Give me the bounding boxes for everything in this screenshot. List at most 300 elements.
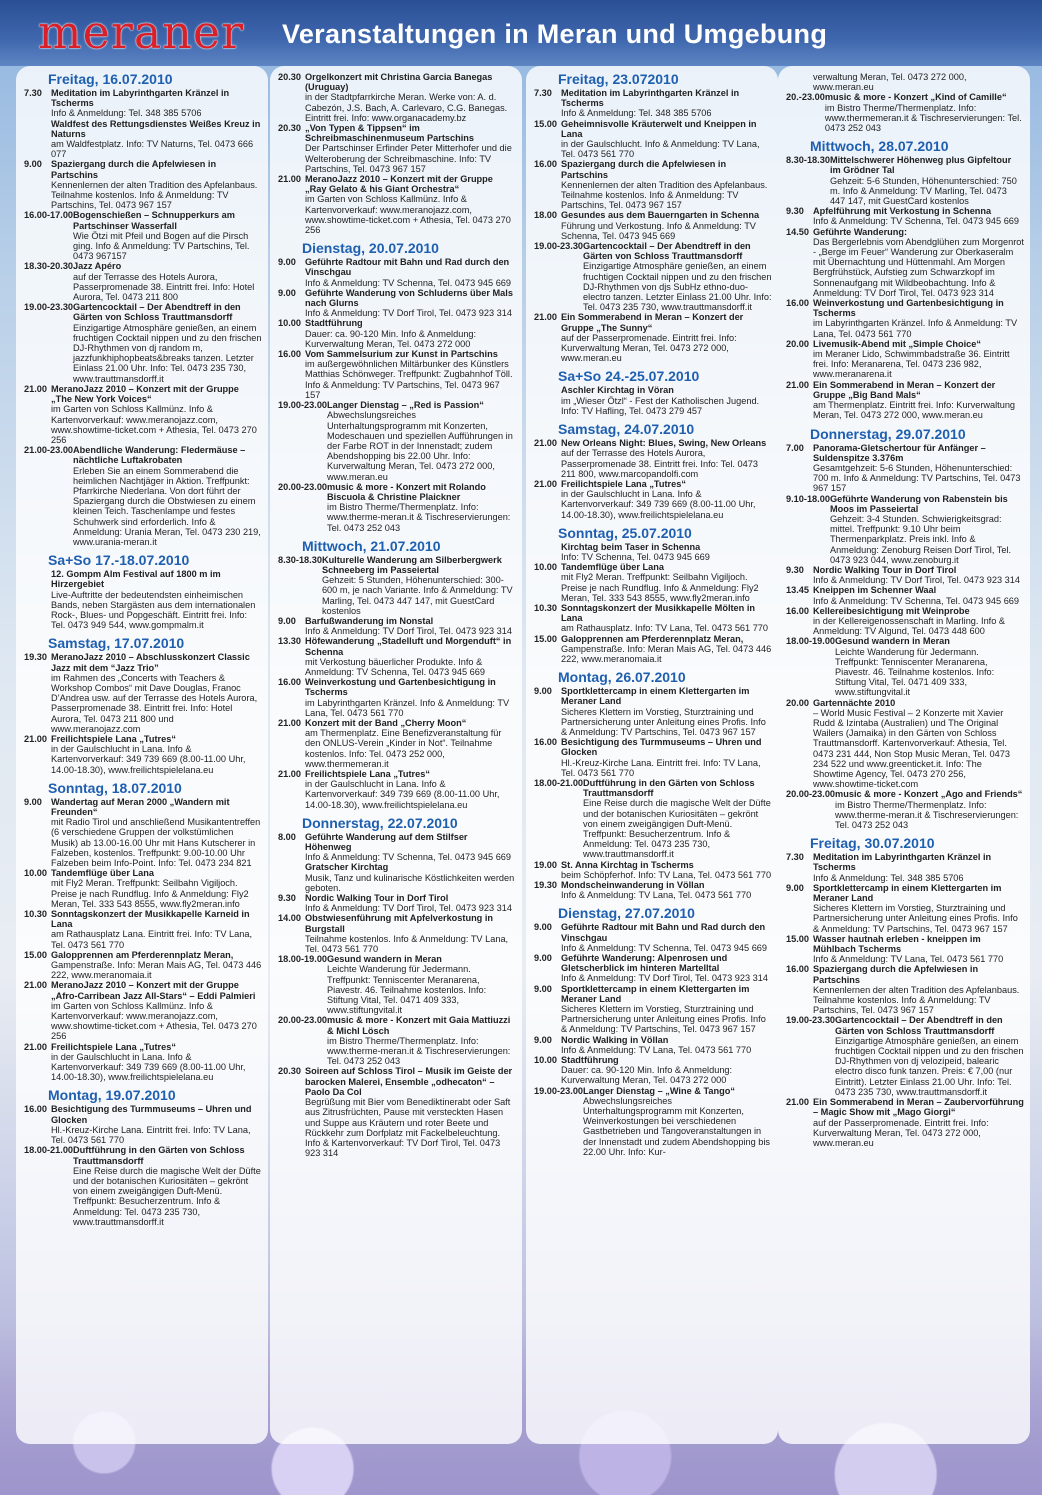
- event-body: [51, 384, 262, 445]
- event-time: 16.00: [786, 605, 809, 616]
- day-heading: Freitag, 16.07.2010: [48, 71, 173, 87]
- event-item: [534, 922, 772, 953]
- event-name: St. Anna Kirchtag in Tscherms: [561, 859, 694, 870]
- event-details: Info & Anmeldung: TV Lana, Tel. 0473 561 770: [813, 954, 1004, 965]
- event-body: [51, 569, 262, 630]
- event-time: 14.00: [278, 913, 301, 924]
- event-body: [51, 734, 262, 775]
- event-time: 19.30: [534, 880, 557, 891]
- event-time: 19.30: [24, 652, 47, 663]
- event-name: Freilichtspiele Lana „Tutres“: [561, 478, 686, 489]
- event-time: 18.30-20.30: [24, 261, 74, 272]
- event-item: [786, 206, 1024, 226]
- event-time: 20.30: [278, 72, 301, 82]
- event-details: Info & Anmeldung: TV Schenna, Tel. 0473 945 669: [813, 595, 1020, 606]
- event-time: 9.00: [534, 686, 552, 697]
- event-details: Erleben Sie an einem Sommerabend die heimlichen Nachtjäger in Aktion. Treffpunkt: Pfarrkirche Niederlana. Von dort führt der Spaziergang durch die Obstwiesen zu einem kleinen Teich. Taschenlampe und festes Schuhwerk sind erforderlich. Info & Anmeldung: Urania Meran, Tel. 0473 230 219, www.urania-meran.it: [73, 465, 261, 547]
- event-time: 21.00: [24, 1041, 47, 1052]
- event-item: [534, 603, 772, 634]
- page-title: Veranstaltungen in Meran und Umgebung: [282, 19, 828, 49]
- event-name: Wasser hautnah erleben - kneippen im Mühlbach Tscherms: [813, 933, 981, 955]
- day-heading: Mittwoch, 28.07.2010: [810, 138, 949, 155]
- event-name: Kulturelle Wanderung am Silberbergwerk Schneeberg im Passeiertal: [321, 554, 502, 575]
- event-body: [305, 1066, 516, 1158]
- event-name: Besichtigung des Turmmuseums – Uhren und Glocken: [561, 737, 762, 758]
- event-body: [813, 72, 1024, 92]
- event-item: [786, 964, 1024, 1015]
- event-body: [327, 954, 516, 1015]
- event-time: 18.00-21.00: [24, 1145, 74, 1156]
- event-item: [534, 562, 772, 603]
- event-body: [322, 555, 516, 616]
- event-body: [561, 880, 772, 900]
- event-item: [24, 210, 262, 261]
- event-item: [786, 298, 1024, 339]
- event-time: 13.45: [786, 585, 809, 596]
- day-heading: Dienstag, 27.07.2010: [558, 905, 695, 922]
- event-time: 21.00: [786, 1097, 809, 1108]
- event-body: [813, 883, 1024, 934]
- event-name: Besichtigung des Turmmuseums – Uhren und Glocken: [51, 1104, 252, 1125]
- event-details: Info & Anmeldung: TV Schenna, Tel. 0473 945 669: [561, 942, 768, 953]
- event-body: [561, 385, 772, 416]
- event-time: 9.00: [534, 1034, 552, 1045]
- event-name: MeranoJazz 2010 – Abschlusskonzert Classic Jazz mit dem “Jazz Trio”: [51, 652, 250, 673]
- event-details: Info & Anmeldung: TV Dorf Tirol, Tel. 0473 923 314: [305, 626, 513, 637]
- event-details: im „Wieser Ötzl“ - Fest der Katholischen Jugend. Info: TV Hafling, Tel. 0473 279 457: [561, 395, 760, 416]
- event-body: [830, 155, 1024, 206]
- event-name: Freilichtspiele Lana „Tutres“: [305, 769, 430, 779]
- event-time: 18.00-21.00: [534, 777, 584, 788]
- event-time: 21.00: [278, 174, 301, 185]
- day-heading: Dienstag, 20.07.2010: [302, 240, 439, 257]
- event-time: 7.30: [786, 852, 804, 863]
- event-item: [786, 789, 1024, 830]
- event-name: Apfelführung mit Verkostung in Schenna: [813, 206, 992, 217]
- event-body: [73, 210, 262, 261]
- event-item: [534, 880, 772, 900]
- event-name: Weinverkostung und Gartenbesichtigung in Tscherms: [305, 677, 496, 698]
- event-body: [813, 852, 1024, 883]
- event-name: Geführte Wanderung: Alpenrosen und Gletscherblick im hinteren Martelltal: [561, 953, 728, 974]
- event-item: [278, 862, 516, 893]
- event-name: MeranoJazz 2010 – Konzert mit der Gruppe „Ray Gelato & his Giant Orchestra“: [305, 174, 493, 195]
- event-item: [278, 893, 516, 913]
- event-name: Höfewanderung „Stadelluft und Morgenduft“ in Schenna: [305, 636, 512, 657]
- event-item: [24, 1145, 262, 1227]
- event-time: 19.00-23.00: [278, 400, 328, 411]
- event-time: 16.00: [786, 298, 809, 309]
- event-details: Teilnahme kostenlos. Info & Anmeldung: TV Lana, Tel. 0473 561 770: [305, 933, 509, 955]
- event-body: [825, 92, 1024, 133]
- event-item: [24, 445, 262, 547]
- day-heading: Montag, 19.07.2010: [48, 1087, 176, 1104]
- event-item: [24, 261, 262, 302]
- event-body: [51, 980, 262, 1041]
- event-body: [561, 119, 772, 160]
- event-item: [786, 155, 1024, 206]
- event-name: Langer Dienstag – „Wine & Tango“: [583, 1085, 735, 1096]
- event-name: Panorama-Gletschertour für Anfänger – Suldenspitze 3.376m: [813, 442, 986, 463]
- event-details: im Garten von Schloss Kallmünz. Info & Kartenvorverkauf: www.meranojazz.com, www.showtime-ticket.com + Athesia, Tel. 0473 270 256: [305, 194, 511, 236]
- event-body: [813, 585, 1024, 605]
- event-item: [278, 482, 516, 533]
- event-name: Bogenschießen – Schnupperkurs am Partschinser Wasserfall: [73, 210, 235, 231]
- header-bar: [0, 0, 1042, 66]
- event-details: Einzigartige Atmosphäre genießen, an einem fruchtigen Cocktail nippen und zu den frischen DJ-Rhythmen von dj random m, jazzfunkhiphopbeats&breaks tanzen. Letzter Einlass 21.00 Uhr. Info: Tel. 0473 235 730, www.trauttmansdorff.it: [73, 322, 262, 384]
- event-details: Kennenlernen der alten Tradition des Apfelanbaus. Teilnahme kostenlos. Info & Anmeldung: TV Partschins, Tel. 0473 967 157: [561, 179, 768, 211]
- event-time: 10.00: [534, 562, 557, 573]
- event-name: Orgelkonzert mit Christina Garcia Banegas (Uruguay): [305, 72, 493, 93]
- event-details: Hl.-Kreuz-Kirche Lana. Eintritt frei. Info: TV Lana, Tel. 0473 561 770: [561, 757, 761, 778]
- event-item: [786, 565, 1024, 585]
- event-name: Geheimnisvolle Kräuterwelt und Kneippen in Lana: [561, 118, 757, 139]
- event-body: [561, 1055, 772, 1086]
- event-name: Gratscher Kirchtag: [305, 862, 389, 873]
- event-item: [786, 1015, 1024, 1097]
- event-name: Stadtführung: [305, 318, 363, 329]
- event-item: [534, 210, 772, 241]
- event-time: 21.00: [534, 312, 557, 323]
- event-item: [24, 384, 262, 445]
- event-name: Geführte Radtour mit Bahn und Rad durch den Vinschgau: [305, 257, 510, 278]
- brand-logo: meraner: [38, 5, 245, 59]
- event-details: Info & Anmeldung: Tel. 348 385 5706: [51, 108, 202, 119]
- event-item: [278, 636, 516, 677]
- event-details: Info & Anmeldung: TV Lana, Tel. 0473 561 770: [561, 1044, 752, 1055]
- event-time: 16.00: [278, 677, 301, 688]
- event-item: [534, 686, 772, 737]
- event-body: [561, 542, 772, 562]
- event-body: [73, 445, 262, 547]
- event-body: [305, 288, 516, 319]
- event-item: [534, 634, 772, 665]
- event-time: 13.30: [278, 636, 301, 647]
- event-body: [51, 868, 262, 909]
- event-item: [534, 1086, 772, 1157]
- event-details: Sicheres Klettern im Vorstieg, Sturztraining und Partnersicherung unter Anleitung eines Profis. Info & Anmeldung: TV Partschins, Tel. 0473 967 157: [813, 903, 1018, 934]
- event-name: Spaziergang durch die Apfelwiesen in Partschins: [561, 159, 727, 180]
- event-item: [278, 123, 516, 174]
- event-body: [561, 438, 772, 479]
- event-item: [534, 984, 772, 1035]
- event-details: Kennenlernen der alten Tradition des Apfelanbaus. Teilnahme kostenlos. Info & Anmeldung: TV Partschins, Tel. 0473 967 157: [813, 984, 1020, 1016]
- event-item: [786, 227, 1024, 298]
- event-item: [278, 616, 516, 636]
- event-name: Ein Sommerabend in Meran – Zaubervorführung – Magic Show mit „Mago Giorgi“: [813, 1097, 1024, 1118]
- event-body: [813, 339, 1024, 380]
- event-body: [583, 241, 772, 312]
- event-time: 20.00-23.00: [278, 1015, 328, 1026]
- event-details: mit Radio Tirol und anschließend Musikantentreffen (6 verschiedene Gruppen der volkstümlichen Musik) ab 13.00-16.00 Uhr mit Hans Kutscherer in Falzeben, kostenlos. Treffpunkt: 9.00-10.00 Uhr Falzeben beim Info-Point. Info: Tel. 0473 234 821: [51, 817, 261, 869]
- event-time: 19.00: [534, 859, 557, 870]
- event-body: [835, 1015, 1024, 1097]
- event-time: 15.00: [534, 633, 557, 644]
- event-item: [24, 909, 262, 950]
- event-body: [305, 616, 516, 636]
- event-body: [305, 832, 516, 863]
- event-details: mit Fly2 Meran. Treffpunkt: Seilbahn Vigiljoch. Preise je nach Rundflug. Info & Anmeldung: Fly2 Meran, Tel. 333 543 8555, www.fly2meran.info: [561, 572, 759, 603]
- event-body: [561, 737, 772, 778]
- event-time: 15.00: [24, 949, 47, 960]
- event-details: Begrüßung mit Bier vom Benediktinerabt oder Saft aus Zitrusfrüchten, Pause mit versteckten Hasen und Suppe aus Kräutern und roter Beete und Rückkehr zum Dorfplatz mit Fackelbeleuchtung. Info & Kartenvorverkauf: TV Dorf Tirol, Tel. 0473 923 314: [305, 1097, 511, 1159]
- event-item: [786, 443, 1024, 494]
- event-body: [561, 634, 772, 665]
- event-details: in der Gaulschlucht in Lana. Info & Kartenvorverkauf: 349 739 669 (8.00-11.00 Uhr, 14.00-18.30), www.freilichtspielelana.eu: [561, 489, 756, 520]
- event-name: Sportklettercamp in einem Klettergarten im Meraner Land: [813, 882, 1002, 904]
- event-column-2: [270, 66, 522, 1444]
- event-name: Nordic Walking in Völlan: [561, 1034, 669, 1045]
- event-details: Info & Anmeldung: TV Schenna, Tel. 0473 945 669: [813, 216, 1020, 227]
- event-time: 16.00: [278, 349, 301, 360]
- event-details: Hl.-Kreuz-Kirche Lana. Eintritt frei. Info: TV Lana, Tel. 0473 561 770: [51, 1124, 251, 1146]
- event-body: [561, 984, 772, 1035]
- event-time: 21.00: [278, 717, 301, 728]
- event-item: [786, 1097, 1024, 1148]
- event-body: [305, 72, 516, 123]
- event-item: [786, 883, 1024, 934]
- event-item: [534, 385, 772, 416]
- event-item: [278, 832, 516, 863]
- event-item: [534, 737, 772, 778]
- event-name: Gartennächte 2010: [813, 697, 896, 708]
- event-body: [305, 257, 516, 288]
- event-details: im Rahmen des „Concerts with Teachers & Workshop Combos“ mit Dave Douglas, Franoc D’Andrea usw. auf der Terrasse des Hotels Aurora, Passerpromenade 38. Eintritt frei. Info: Hotel Aurora, Tel. 0473 211 800 und www.meranojazz.com: [51, 672, 258, 734]
- event-details: im Meraner Lido, Schwimmbadstraße 36. Eintritt frei. Info: Meranarena, Tel. 0473 236 982, www.meranarena.it: [813, 349, 1010, 380]
- event-time: 20.00-23.00: [278, 481, 328, 492]
- event-name: Weinverkostung und Gartenbesichtigung in Tscherms: [813, 298, 1004, 319]
- day-heading: Samstag, 24.07.2010: [558, 421, 695, 438]
- event-body: [830, 494, 1024, 565]
- event-item: [534, 312, 772, 363]
- event-item: [24, 302, 262, 384]
- day-heading: Donnerstag, 29.07.2010: [810, 425, 966, 442]
- event-details: Gehzeit: 5-6 Stunden, Höhenunterschied: 750 m. Info & Anmeldung: TV Marling, Tel. 0473 447 147, mit GuestCard kostenlos: [829, 175, 1017, 207]
- event-body: [561, 312, 772, 363]
- event-details: Kennenlernen der alten Tradition des Apfelanbaus. Teilnahme kostenlos. Info & Anmeldung: TV Partschins, Tel. 0473 967 157: [51, 179, 258, 211]
- event-details: Info & Anmeldung: TV Schenna, Tel. 0473 945 669: [305, 852, 512, 863]
- event-name: MeranoJazz 2010 – Konzert mit der Gruppe „The New York Voices“: [51, 383, 239, 405]
- event-name: Meditation im Labyrinthgarten Kränzel in Tscherms: [561, 88, 740, 109]
- event-column-1: [16, 66, 268, 1444]
- event-name: New Orleans Night: Blues, Swing, New Orleans: [561, 438, 767, 449]
- event-body: [51, 1042, 262, 1083]
- event-time: [534, 542, 561, 562]
- event-details: im Labyrinthgarten Kränzel. Info & Anmeldung: TV Lana, Tel. 0473 561 770: [305, 697, 510, 718]
- event-name: Jazz Apéro: [73, 261, 122, 272]
- day-heading: Samstag, 17.07.2010: [48, 635, 185, 652]
- event-item: [534, 1035, 772, 1055]
- event-item: [278, 1015, 516, 1066]
- event-time: [24, 569, 51, 630]
- event-details: Info & Anmeldung: TV Dorf Tirol, Tel. 0473 923 314: [561, 973, 769, 984]
- event-time: 10.30: [534, 602, 557, 613]
- event-time: 19.00-23.30: [534, 241, 584, 252]
- event-name: Livemusik-Abend mit „Simple Choice“: [813, 338, 981, 349]
- event-details: Gampenstraße. Info: Meran Mais AG, Tel. 0473 446 222, www.meranomaia.it: [561, 643, 772, 664]
- event-time: 9.00: [278, 257, 296, 268]
- event-name: Sportklettercamp in einem Klettergarten im Meraner Land: [561, 983, 750, 1004]
- event-time: 18.00-19.00: [278, 954, 328, 965]
- event-name: Kellereibesichtigung mit Weinprobe: [813, 605, 970, 616]
- event-details: Info & Anmeldung: TV Dorf Tirol, Tel. 0473 923 314: [305, 903, 513, 914]
- event-details: Info & Anmeldung: Tel. 348 385 5706: [813, 872, 964, 883]
- event-name: Geführte Wanderung auf dem Stilfser Höhenweg: [305, 831, 468, 853]
- event-name: 12. Gompm Alm Festival auf 1800 m im Hirzergebiet: [51, 569, 221, 590]
- event-body: [51, 652, 262, 734]
- event-item: [786, 494, 1024, 565]
- event-body: [561, 603, 772, 634]
- event-name: Gartencocktail – Der Abendtreff in den Gärten von Schloss Trauttmansdorff: [73, 302, 241, 323]
- day-heading: Sonntag, 18.07.2010: [48, 779, 182, 796]
- event-time: 21.00: [278, 769, 301, 779]
- day-heading: Donnerstag, 22.07.2010: [302, 814, 458, 831]
- event-time: 7.30: [24, 88, 42, 98]
- event-body: [561, 860, 772, 880]
- event-name: Ein Sommerabend in Meran – Konzert der Gruppe „The Sunny“: [561, 312, 744, 333]
- event-time: 21.00: [786, 379, 809, 390]
- event-details: Gampenstraße. Info: Meran Mais AG, Tel. 0473 446 222, www.meranomaia.it: [51, 960, 262, 981]
- event-body: [561, 562, 772, 603]
- event-item: [24, 868, 262, 909]
- event-body: [835, 636, 1024, 697]
- event-item: [278, 954, 516, 1015]
- event-time: 20.00: [786, 697, 809, 708]
- day-heading: Freitag, 23.072010: [558, 71, 679, 87]
- event-name: Meditation im Labyrinthgarten Kränzel in Tscherms: [813, 852, 992, 873]
- event-time: [24, 119, 51, 160]
- event-item: [786, 585, 1024, 605]
- event-item: [24, 569, 262, 630]
- event-time: 9.00: [24, 796, 42, 807]
- event-body: [51, 159, 262, 210]
- event-details: am Rathausplatz Lana. Eintritt frei. Info: TV Lana, Tel. 0473 561 770: [51, 929, 253, 950]
- event-name: Soireen auf Schloss Tirol – Musik im Geiste der barocken Malerei, Ensemble „odhecaton“ – Paolo Da Col: [305, 1066, 513, 1097]
- event-name: Geführte Wanderung von Rabenstein bis Moos im Passeiertal: [829, 493, 1008, 514]
- event-time: 9.00: [534, 953, 552, 964]
- event-name: Galopprennen am Pferderennplatz Meran,: [51, 949, 234, 960]
- event-body: [73, 1145, 262, 1227]
- event-name: Wandertag auf Meran 2000 „Wandern mit Freunden“: [51, 796, 230, 817]
- event-body: [305, 636, 516, 677]
- event-time: 9.00: [24, 159, 42, 170]
- event-time: [786, 72, 813, 92]
- event-details: im Bistro Therme/Thermenplatz. Info: www.therme-meran.it & Tischreservierungen: Tel. 0473 252 043: [327, 502, 511, 533]
- event-details: Info & Anmeldung: TV Dorf Tirol, Tel. 0473 923 314: [813, 575, 1021, 586]
- event-column-3: [526, 66, 778, 1444]
- event-time: 9.10-18.00: [786, 493, 830, 504]
- event-details: Gehzeit: 3-4 Stunden. Schwierigkeitsgrad: mittel. Treffpunkt: 9.10 Uhr beim Thermenparkplatz. Preis inkl. Info & Anmeldung: Zenoburg Reisen Dorf Tirol, Tel. 0473 923 044, www.zenoburg.it: [829, 513, 1012, 565]
- event-details: Einzigartige Atmosphäre genießen, an einem fruchtigen Cocktail nippen und zu den frischen DJ-Rhythmen von djs SubHz ethno-duo-electro tanzen. Letzter Einlass 21.00 Uhr. Info: Tel. 0473 235 730, www.trauttmansdorff.it: [583, 261, 772, 313]
- event-body: [51, 950, 262, 981]
- event-time: 16.00: [534, 737, 557, 748]
- event-time: 9.00: [278, 615, 296, 626]
- event-item: [278, 318, 516, 349]
- event-time: 21.00: [534, 438, 557, 449]
- event-time: 10.00: [534, 1055, 557, 1066]
- event-details: Info & Anmeldung: TV Schenna, Tel. 0473 945 669: [305, 277, 512, 288]
- event-name: „Von Typen & Tippsen“ im Schreibmaschinenmuseum Partschins: [305, 123, 475, 144]
- event-body: [327, 400, 516, 482]
- event-time: 10.00: [24, 868, 47, 879]
- event-time: 20.30: [278, 1066, 301, 1077]
- event-body: [305, 769, 516, 810]
- event-details: im Bistro Therme/Thermenplatz. Info: www.thermemeran.it & Tischreservierungen: Tel. 0473 252 043: [824, 102, 1022, 134]
- event-details: Gehzeit: 5 Stunden, Höhenunterschied: 300-600 m, je nach Variante. Info & Anmeldung: TV Marling, Tel. 0473 447 147, mit GuestCard kostenlos: [321, 575, 513, 616]
- event-time: 21.00: [24, 980, 47, 991]
- event-time: 9.00: [278, 287, 296, 298]
- event-name: Mondscheinwanderung in Völlan: [561, 880, 705, 891]
- event-body: [561, 210, 772, 241]
- event-name: Nordic Walking Tour in Dorf Tirol: [813, 564, 957, 575]
- event-time: 16.00: [786, 964, 809, 975]
- event-name: Gesund wandern in Meran: [327, 954, 442, 965]
- event-item: [534, 479, 772, 520]
- event-item: [278, 677, 516, 718]
- event-details: Gesamtgehzeit: 5-6 Stunden, Höhenunterschied: 700 m. Info & Anmeldung: TV Partschins, Tel. 0473 967 157: [813, 462, 1021, 494]
- event-time: 19.00-23.30: [786, 1015, 836, 1026]
- event-item: [786, 934, 1024, 965]
- event-body: [305, 913, 516, 954]
- event-time: 16.00-17.00: [24, 210, 74, 221]
- event-details: Info & Anmeldung: Tel. 348 385 5706: [561, 108, 712, 119]
- event-details: am Waldfestplatz. Info: TV Naturns, Tel. 0473 666 077: [51, 139, 254, 160]
- event-time: 9.00: [534, 922, 552, 933]
- event-time: 21.00-23.00: [24, 445, 74, 456]
- event-time: 9.00: [786, 882, 804, 893]
- event-body: [583, 778, 772, 860]
- event-item: [534, 1055, 772, 1086]
- event-body: [73, 261, 262, 302]
- event-name: music & more - Konzert „Ago and Friends“: [835, 789, 1023, 800]
- event-body: [305, 677, 516, 718]
- event-name: Nordic Walking Tour in Dorf Tirol: [305, 893, 449, 904]
- event-time: 10.00: [278, 318, 301, 329]
- event-body: [561, 686, 772, 737]
- event-details: Live-Auftritte der bedeutendsten einheimischen Bands, neben Stargästen aus dem internationalen Rock-, Blues- und Popgeschäft. Eintritt frei. Info: Tel. 0473 949 544, www.gompmalm.it: [51, 589, 256, 631]
- event-name: Waldfest des Rettungsdienstes Weißes Kreuz in Naturns: [51, 118, 261, 139]
- event-details: Eine Reise durch die magische Welt der Düfte und der botanischen Kuriositäten – gekrönt von einem zweigängigen Duft-Menü. Treffpunkt: Besucherzentrum. Info & Anmeldung: Tel. 0473 235 730, www.trauttmansdorff.it: [583, 798, 771, 860]
- event-body: [561, 1035, 772, 1055]
- event-details: in der Gaulschlucht in Lana. Info & Kartenvorverkauf: 349 739 669 (8.00-11.00 Uhr, 14.00-18.30), www.freilichtspielelana.eu: [51, 1051, 246, 1083]
- event-time: 20.30: [278, 123, 301, 134]
- event-details: in der Gaulschlucht in Lana. Info & Kartenvorverkauf: 349 739 669 (8.00-11.00 Uhr, 14.00-18.30), www.freilichtspielelana.eu: [305, 779, 500, 810]
- event-item: [786, 92, 1024, 133]
- event-details: in der Gaulschlucht. Info & Anmeldung: TV Lana, Tel. 0473 561 770: [561, 139, 760, 160]
- event-name: music & more - Konzert mit Rolando Biscuola & Christine Plaickner: [327, 481, 486, 502]
- event-body: [51, 797, 262, 868]
- event-time: 7.00: [786, 442, 804, 453]
- event-name: Geführte Wanderung:: [813, 226, 908, 237]
- event-time: [534, 385, 561, 416]
- event-time: 18.00-19.00: [786, 636, 836, 647]
- event-time: 15.00: [534, 118, 557, 129]
- event-name: Sonntagskonzert der Musikkapelle Mölten in Lana: [561, 602, 755, 624]
- event-body: [327, 1015, 516, 1066]
- day-heading: Mittwoch, 21.07.2010: [302, 537, 441, 554]
- event-item: [534, 241, 772, 312]
- event-details: im Bistro Therme/Thermenplatz. Info: www.therme-meran.it & Tischreservierungen: Tel. 0473 252 043: [327, 1035, 511, 1067]
- event-name: Duftführung in den Gärten von Schloss Trauttmansdorff: [73, 1145, 245, 1166]
- event-item: [24, 980, 262, 1041]
- event-item: [24, 119, 262, 160]
- event-item: [534, 860, 772, 880]
- event-body: [561, 88, 772, 119]
- event-details: – World Music Festival – 2 Konzerte mit Xavier Rudd & Izintaba (Australien) und The Original Wailers (Jamaika) in den Gärten von Schloss Trauttmansdorff. Kartenvorverkauf: Athesia, Tel. 0473 231 444, Non Stop Music Meran, Tel. 0473 234 522 und www.greenticket.it. Info: The Showtime Agency, Tel. 0473 270 256, www.showtime-ticket.com: [813, 707, 1010, 790]
- event-body: [305, 174, 516, 235]
- event-item: [278, 257, 516, 288]
- event-details: Leichte Wanderung für Jedermann. Treffpunkt: Tenniscenter Meranarena, Piavestr. 46. Teilnahme kostenlos. Info: Stiftung Vital, Tel. 0471 409 333, www.stiftungvital.it: [327, 964, 487, 1016]
